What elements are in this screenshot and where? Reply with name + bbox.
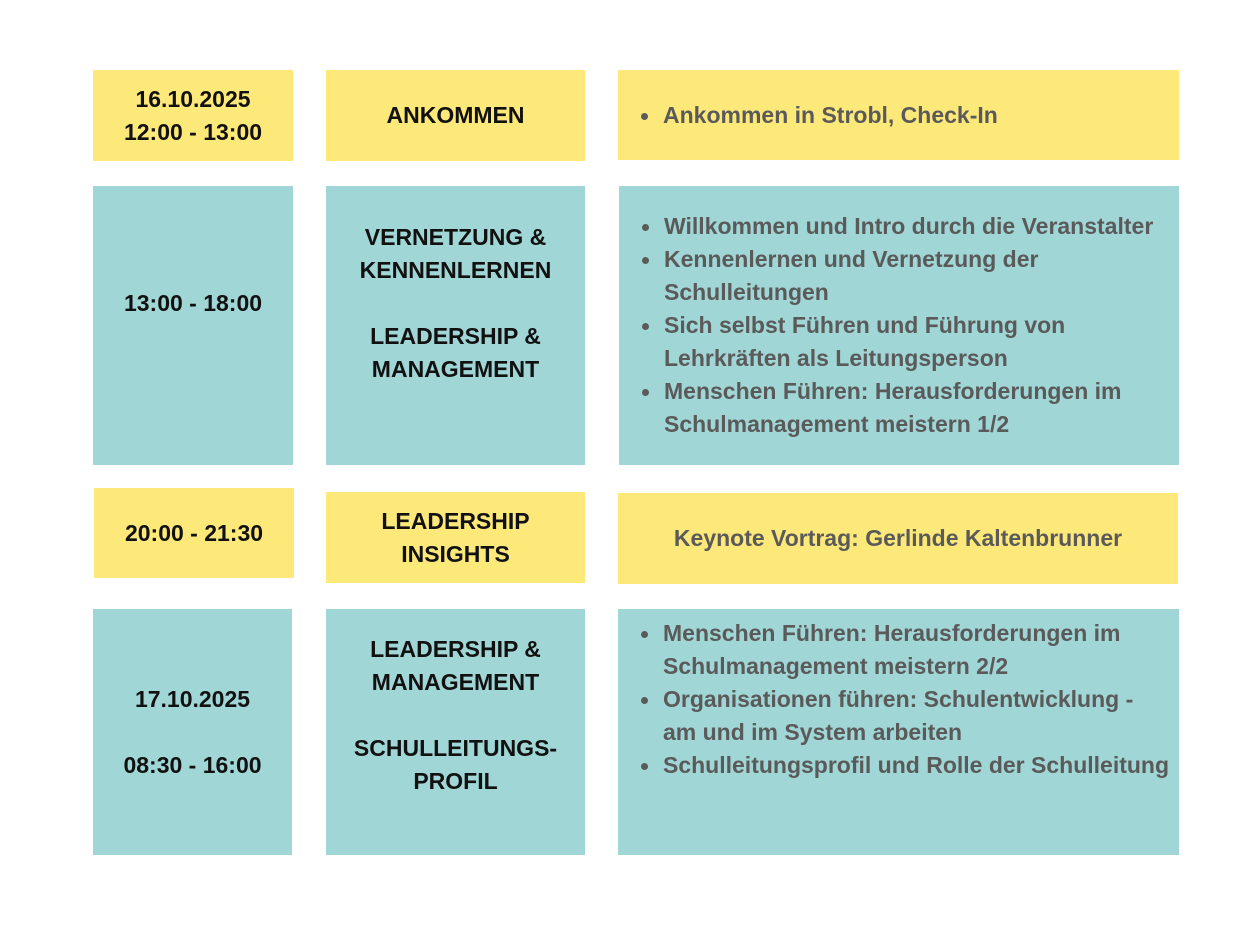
topic-text: PROFIL [413,768,498,794]
row2-details-cell [619,186,1179,465]
date-text: 16.10.2025 [135,85,251,112]
row2-topic-cell [326,186,585,465]
agenda-list [663,99,1171,132]
agenda-list [663,617,1171,782]
time-text: 08:30 - 16:00 [123,751,262,778]
list-item: Organisationen führen: Schulentwicklung - am und im System arbeiten [663,683,1171,749]
time-text: 12:00 - 13:00 [123,118,263,145]
topic-text: LEADERSHIP & [370,636,541,662]
list-item: Ankommen in Strobl, Check-In [663,99,1171,132]
topic-text: VERNETZUNG & [364,224,547,250]
time-text: 20:00 - 21:30 [124,519,264,546]
list-item: Schulleitungsprofil und Rolle der Schulleitung [663,749,1171,782]
time-text: 13:00 - 18:00 [123,289,263,316]
row4-time-cell [93,609,292,855]
agenda-list [664,210,1171,441]
row3-topic-cell [326,492,585,583]
row1-details-cell [618,70,1179,160]
topic-text: LEADERSHIP [381,507,530,534]
list-item: Willkommen und Intro durch die Veranstalter [664,210,1171,243]
row3-time-cell [94,488,294,578]
row3-details-cell [618,493,1178,584]
list-item: Kennenlernen und Vernetzung der Schulleitungen [664,243,1171,309]
topic-text: MANAGEMENT [371,356,540,382]
keynote-text: Keynote Vortrag: Gerlinde Kaltenbrunner [673,525,1123,551]
date-text: 17.10.2025 [134,685,251,712]
row1-time-cell [93,70,293,161]
list-item: Menschen Führen: Herausforderungen im Schulmanagement meistern 1/2 [664,375,1171,441]
row4-topic-cell [326,609,585,855]
list-item: Sich selbst Führen und Führung von Lehrkräften als Leitungsperson [664,309,1171,375]
row2-time-cell [93,186,293,465]
row1-topic-cell [326,70,585,161]
topic-text: ANKOMMEN [386,102,525,128]
topic-text: KENNENLERNEN [359,257,552,283]
topic-text: MANAGEMENT [371,669,540,695]
row4-details-cell [618,609,1179,855]
topic-text: INSIGHTS [401,540,510,567]
topic-text: SCHULLEITUNGS- [353,735,558,761]
list-item: Menschen Führen: Herausforderungen im Schulmanagement meistern 2/2 [663,617,1171,683]
topic-text: LEADERSHIP & [370,323,541,349]
